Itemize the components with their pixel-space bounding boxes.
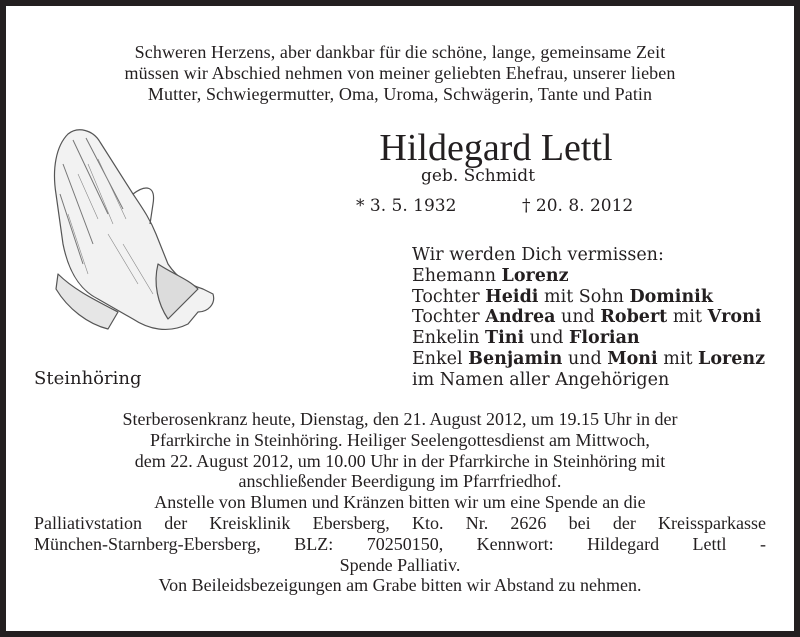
details-line: Anstelle von Blumen und Kränzen bitten wir um eine Spende an die [154,492,646,513]
death-date: † 20. 8. 2012 [522,196,634,216]
service-details [6,409,794,596]
family-member-name: Lorenz [501,265,569,286]
family-heading: Wir werden Dich vermissen: [412,245,664,265]
family-member-name: Heidi [485,286,539,307]
relation-label: und [562,348,608,369]
details-line: Von Beileidsbezeigungen am Grabe bitten wir Abstand zu nehmen. [158,575,642,596]
relation-label: Ehemann [412,265,502,286]
intro-line: müssen wir Abschied nehmen von meiner geliebten Ehefrau, unserer lieben [124,63,676,83]
family-member-name: Robert [600,307,668,328]
family-line [412,328,765,349]
relation-label: mit [667,307,708,328]
family-list [412,245,765,391]
obituary-notice [6,6,794,631]
family-member-name: Benjamin [468,348,563,369]
relation-label: und [524,328,569,349]
family-member-name: Vroni [707,307,762,328]
birth-date: * 3. 5. 1932 [356,196,457,216]
details-line: Palliativstation der Kreisklinik Ebersberg, Kto. Nr. 2626 bei der Kreissparkasse [34,512,766,533]
relation-label: mit [657,348,699,369]
family-line [412,349,765,370]
relation-label: Enkelin [412,328,486,349]
details-line: Sterberosenkranz heute, Dienstag, den 21. August 2012, um 19.15 Uhr in der [122,409,678,429]
maiden-name: geb. Schmidt [421,166,536,186]
family-member-name: Andrea [485,307,556,328]
intro-text [6,42,794,105]
details-line: München-Starnberg-Ebersberg, BLZ: 70250150, Kennwort: Hildegard Lettl - [34,533,766,554]
relation-label: mit Sohn [538,286,630,307]
family-member-name: Florian [568,328,640,349]
details-line: Pfarrkirche in Steinhöring. Heiliger Seelengottesdienst am Mittwoch, [150,429,650,450]
family-line [412,266,765,287]
intro-line: Schweren Herzens, aber dankbar für die schöne, lange, gemeinsame Zeit [134,42,666,62]
relation-label: und [555,307,601,328]
details-line: dem 22. August 2012, um 10.00 Uhr in der Pfarrkirche in Steinhöring mit [134,450,666,471]
relation-label: Tochter [412,307,486,328]
family-line [412,287,765,308]
relation-label: Tochter [412,286,486,307]
location: Steinhöring [34,368,142,389]
deceased-name: Hildegard Lettl [379,127,613,169]
details-line: anschließender Beerdigung im Pfarrfriedhof. [238,471,562,492]
family-member-name: Tini [485,328,525,349]
intro-line: Mutter, Schwiegermutter, Oma, Uroma, Schwägerin, Tante und Patin [147,84,653,104]
family-closing: im Namen aller Angehörigen [412,369,670,390]
family-member-name: Moni [607,348,658,369]
details-line: Spende Palliativ. [339,554,461,575]
praying-hands-icon [38,124,218,349]
relation-label: Enkel [412,348,469,369]
family-line [412,307,765,328]
family-member-name: Dominik [629,286,713,307]
family-member-name: Lorenz [698,348,766,369]
